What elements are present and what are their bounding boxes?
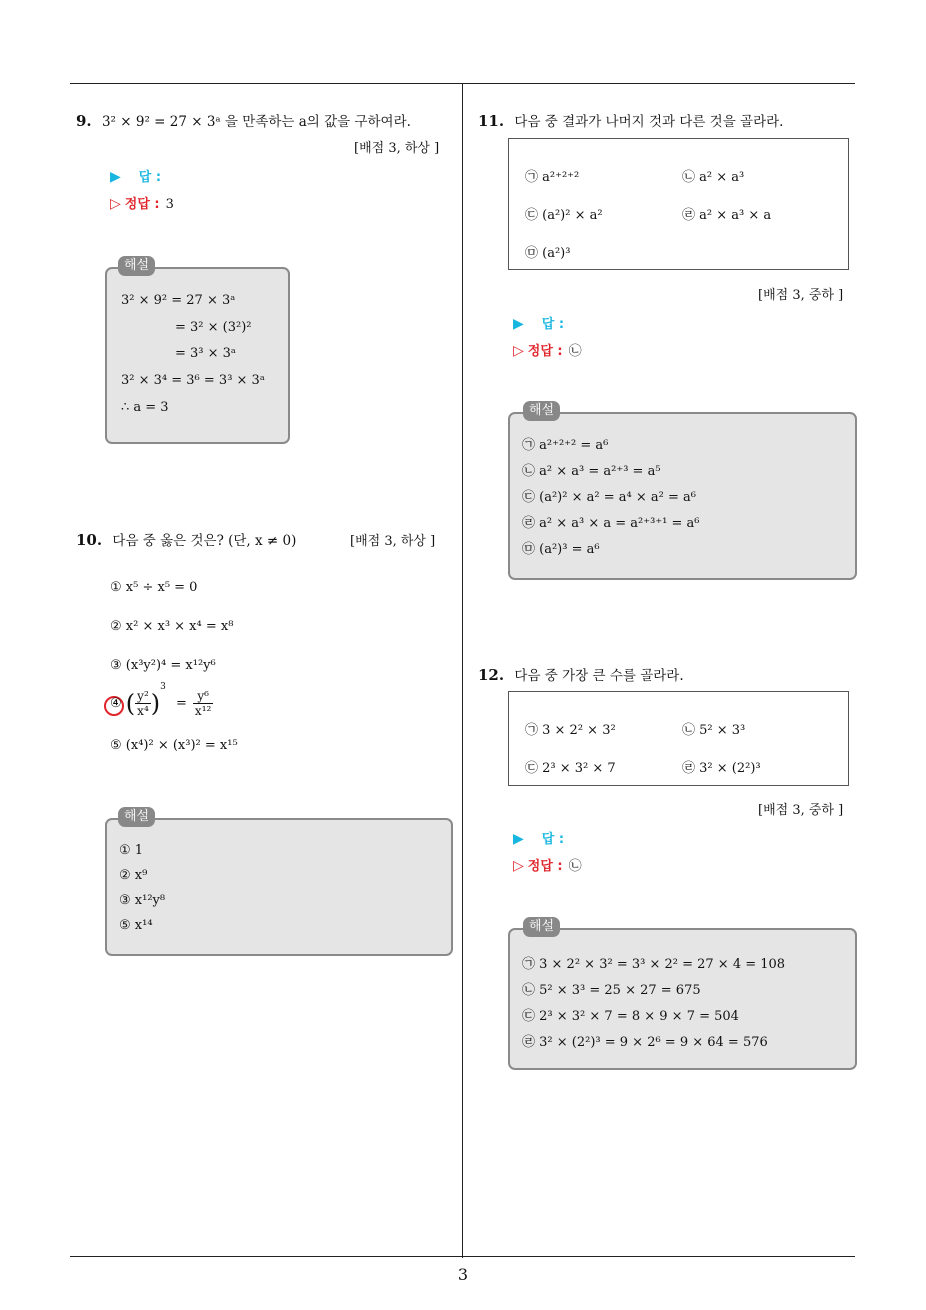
exponent: 3 xyxy=(160,682,166,692)
choice-d[interactable]: ㉣ a² × a³ × a xyxy=(682,208,772,223)
play-icon: ▶ xyxy=(513,831,524,847)
result-fraction xyxy=(193,689,213,718)
question-number: 9. xyxy=(76,112,92,130)
explanation-box xyxy=(105,267,290,444)
answer-label: 답 : xyxy=(541,832,565,847)
choice-5[interactable]: ⑤ (x⁴)² × (x³)² = x¹⁵ xyxy=(110,738,238,753)
fraction-denominator: x⁴ xyxy=(137,704,149,718)
explanation-tag: 해설 xyxy=(523,401,560,421)
equals-sign: = xyxy=(176,696,187,711)
choice-b[interactable]: ㉡ 5² × 3³ xyxy=(682,723,746,738)
explanation-line: ① 1 xyxy=(119,843,144,858)
explanation-box xyxy=(105,818,453,956)
question-9-score: [배점 3, 하상 ] xyxy=(354,141,440,156)
answer-label: 답 : xyxy=(541,317,565,332)
explanation-line: ② x⁹ xyxy=(119,868,148,883)
choice-1[interactable]: ① x⁵ ÷ x⁵ = 0 xyxy=(110,580,198,595)
answer-line[interactable] xyxy=(513,313,564,332)
correct-value: 3 xyxy=(165,197,174,212)
choices-box xyxy=(508,691,849,786)
choice-a[interactable]: ㉠ a²⁺²⁺² xyxy=(525,170,580,185)
correct-label: 정답 : xyxy=(124,197,160,212)
question-12-title xyxy=(478,664,684,684)
correct-value: ㉡ xyxy=(568,859,582,874)
choice-b[interactable]: ㉡ a² × a³ xyxy=(682,170,745,185)
choice-4-number: ④ xyxy=(110,696,122,711)
explanation-line: ㉠ a²⁺²⁺² = a⁶ xyxy=(522,438,609,453)
explanation-line: ㉢ 2³ × 3² × 7 = 8 × 9 × 7 = 504 xyxy=(522,1009,739,1024)
correct-answer-line xyxy=(110,193,174,212)
explanation-line: ③ x¹²y⁸ xyxy=(119,893,166,908)
explanation-line: ㉡ 5² × 3³ = 25 × 27 = 675 xyxy=(522,983,701,998)
explanation-tag: 해설 xyxy=(523,917,560,937)
bottom-rule xyxy=(70,1256,855,1257)
question-11-title xyxy=(478,110,783,130)
correct-answer-line xyxy=(513,855,582,874)
explanation-box xyxy=(508,412,857,580)
question-9-title xyxy=(76,110,411,130)
explanation-tag: 해설 xyxy=(118,807,155,827)
question-number: 11. xyxy=(478,112,505,130)
choice-3[interactable]: ③ (x³y²)⁴ = x¹²y⁶ xyxy=(110,658,216,673)
question-12-score: [배점 3, 중하 ] xyxy=(758,803,844,818)
play-icon: ▶ xyxy=(513,316,524,332)
correct-label: 정답 : xyxy=(527,344,563,359)
explanation-line: ∴ a = 3 xyxy=(121,400,169,415)
question-number: 12. xyxy=(478,666,505,684)
explanation-line: = 3³ × 3ᵃ xyxy=(175,346,236,361)
explanation-line: ㉣ 3² × (2²)³ = 9 × 2⁶ = 9 × 64 = 576 xyxy=(522,1035,768,1050)
explanation-line: ㉡ a² × a³ = a²⁺³ = a⁵ xyxy=(522,464,661,479)
choice-d[interactable]: ㉣ 3² × (2²)³ xyxy=(682,761,761,776)
explanation-line: = 3² × (3²)² xyxy=(175,320,252,335)
explanation-line: ㉣ a² × a³ × a = a²⁺³⁺¹ = a⁶ xyxy=(522,516,700,531)
question-text: 다음 중 옳은 것은? (단, x ≠ 0) xyxy=(112,533,297,549)
question-text: 다음 중 결과가 나머지 것과 다른 것을 골라라. xyxy=(514,114,784,130)
choice-c[interactable]: ㉢ (a²)² × a² xyxy=(525,208,603,223)
play-icon: ▶ xyxy=(110,169,121,185)
page-number: 3 xyxy=(457,1265,469,1284)
answer-line[interactable] xyxy=(513,828,564,847)
choice-e[interactable]: ㉤ (a²)³ xyxy=(525,246,571,261)
explanation-line: ㉤ (a²)³ = a⁶ xyxy=(522,542,600,557)
answer-line[interactable] xyxy=(110,166,161,185)
explanation-line: ㉢ (a²)² × a² = a⁴ × a² = a⁶ xyxy=(522,490,696,505)
explanation-box xyxy=(508,928,857,1070)
question-10-title xyxy=(76,529,296,549)
correct-value: ㉡ xyxy=(568,344,582,359)
column-divider xyxy=(462,83,463,1258)
correct-label: 정답 : xyxy=(527,859,563,874)
explanation-tag: 해설 xyxy=(118,256,155,276)
explanation-line: 3² × 3⁴ = 3⁶ = 3³ × 3ᵃ xyxy=(121,373,265,388)
question-number: 10. xyxy=(76,531,103,549)
question-10-score: [배점 3, 하상 ] xyxy=(350,534,436,549)
choice-c[interactable]: ㉢ 2³ × 3² × 7 xyxy=(525,761,616,776)
answer-label: 답 : xyxy=(138,170,162,185)
outline-triangle-icon: ▷ xyxy=(110,196,121,212)
fraction xyxy=(135,689,151,718)
explanation-line: ⑤ x¹⁴ xyxy=(119,918,153,933)
left-paren: ( xyxy=(125,689,136,718)
choice-a[interactable]: ㉠ 3 × 2² × 3² xyxy=(525,723,616,738)
outline-triangle-icon: ▷ xyxy=(513,343,524,359)
choices-box xyxy=(508,138,849,270)
right-paren: ) xyxy=(150,689,161,718)
result-denominator: x¹² xyxy=(194,704,212,718)
explanation-line: ㉠ 3 × 2² × 3² = 3³ × 2² = 27 × 4 = 108 xyxy=(522,957,786,972)
question-text: 다음 중 가장 큰 수를 골라라. xyxy=(514,668,684,684)
choice-4[interactable] xyxy=(110,682,213,718)
question-text: 3² × 9² = 27 × 3ᵃ 을 만족하는 a의 값을 구하여라. xyxy=(101,114,411,130)
explanation-line: 3² × 9² = 27 × 3ᵃ xyxy=(121,293,236,308)
result-numerator: y⁶ xyxy=(193,689,213,704)
fraction-numerator: y² xyxy=(137,689,149,703)
choice-2[interactable]: ② x² × x³ × x⁴ = x⁸ xyxy=(110,619,234,634)
question-11-score: [배점 3, 중하 ] xyxy=(758,288,844,303)
outline-triangle-icon: ▷ xyxy=(513,858,524,874)
correct-answer-line xyxy=(513,340,582,359)
